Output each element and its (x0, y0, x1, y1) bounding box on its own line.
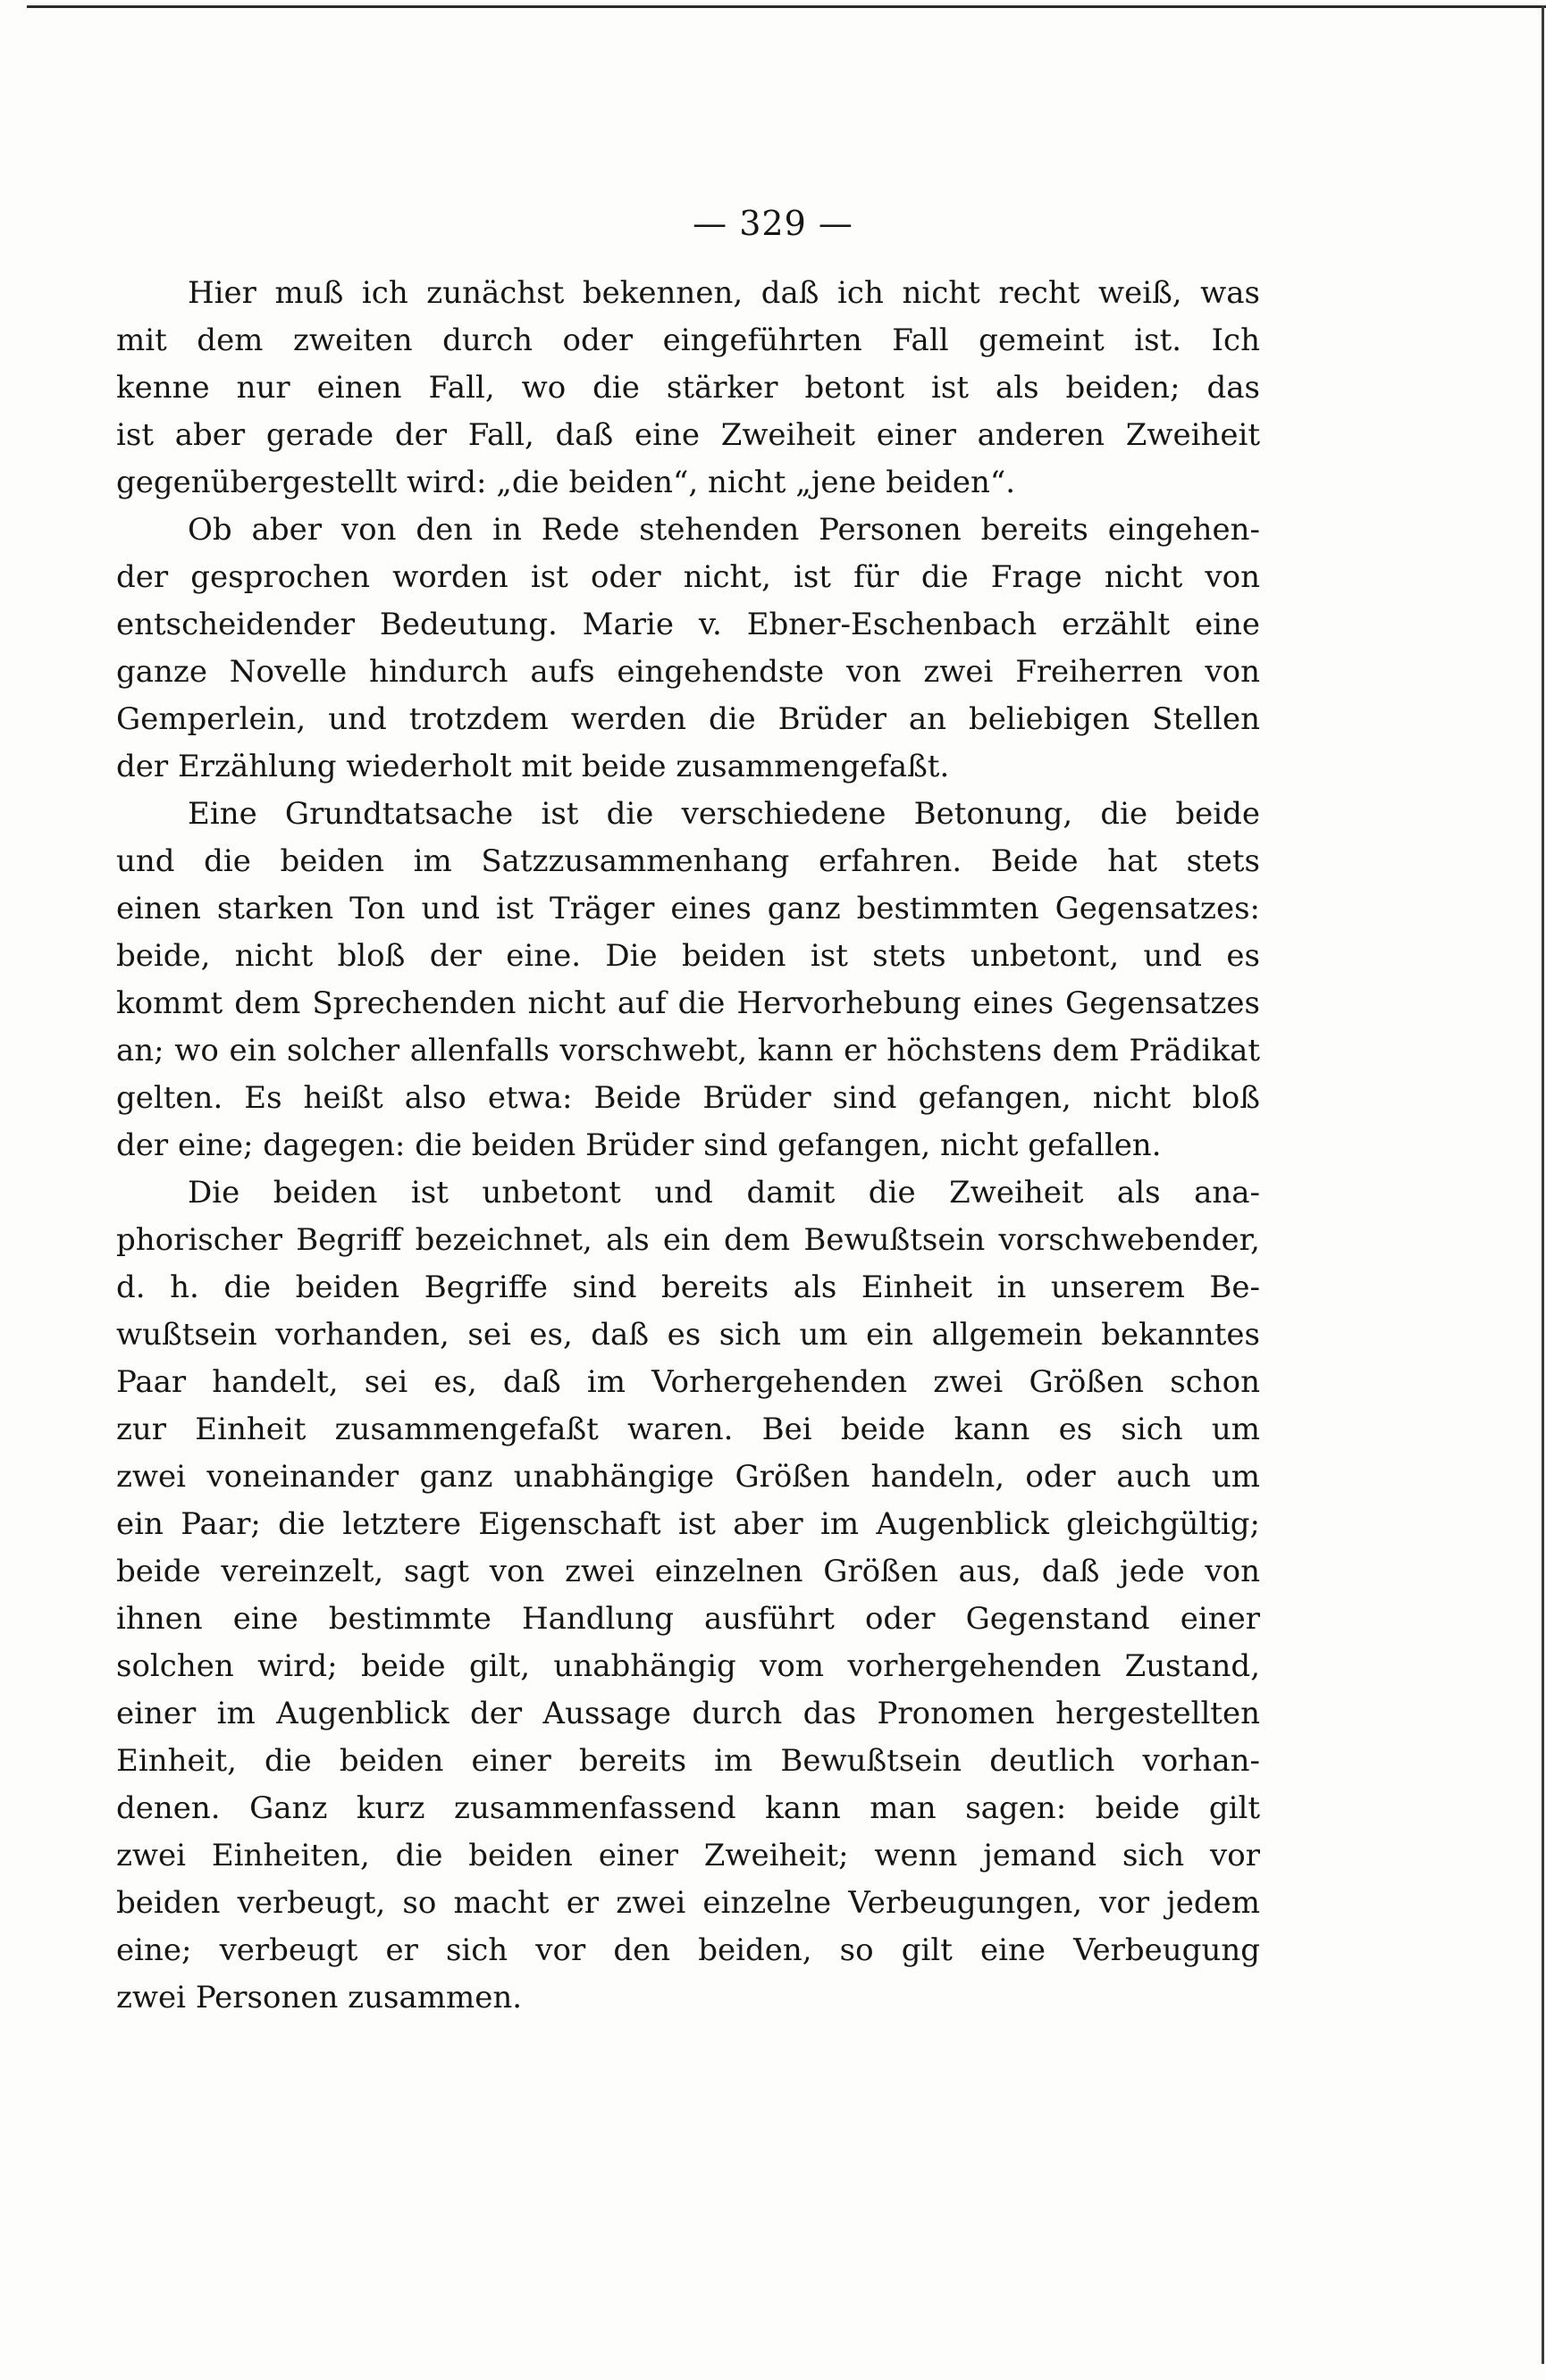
text-line: und die beiden im Satzzusammenhang erfahren. Beide hat stets (116, 843, 1260, 879)
text-line: wußtsein vorhanden, sei es, daß es sich um ein allgemein bekanntes (116, 1317, 1260, 1353)
text-line: denen. Ganz kurz zusammenfassend kann man sagen: beide gilt (116, 1790, 1260, 1826)
text-line: Eine Grundtatsache ist die verschiedene Betonung, die beide (188, 796, 1260, 832)
text-line: zur Einheit zusammengefaßt waren. Bei beide kann es sich um (116, 1412, 1260, 1447)
text-line: gelten. Es heißt also etwa: Beide Brüder sind gefangen, nicht bloß (116, 1080, 1260, 1116)
text-line: phorischer Begriff bezeichnet, als ein dem Bewußtsein vorschwebender, (116, 1222, 1260, 1258)
page-number: — 329 — (693, 204, 853, 243)
text-line: eine; verbeugt er sich vor den beiden, so gilt eine Verbeugung (116, 1932, 1260, 1968)
text-line: beide, nicht bloß der eine. Die beiden ist stets unbetont, und es (116, 938, 1260, 974)
page-right-edge (1542, 5, 1544, 2364)
body-text (116, 270, 1260, 2022)
text-line: Gemperlein, und trotzdem werden die Brüder an beliebigen Stellen (116, 701, 1260, 737)
text-line: entscheidender Bedeutung. Marie v. Ebner-Eschenbach erzählt eine (116, 607, 1260, 642)
text-line: zwei Einheiten, die beiden einer Zweiheit; wenn jemand sich vor (116, 1838, 1260, 1873)
text-line: solchen wird; beide gilt, unabhängig vom vorhergehenden Zustand, (116, 1648, 1260, 1684)
text-line: zwei voneinander ganz unabhängige Größen handeln, oder auch um (116, 1459, 1260, 1495)
text-line: einer im Augenblick der Aussage durch das Pronomen hergestellten (116, 1696, 1260, 1731)
text-line: ist aber gerade der Fall, daß eine Zweiheit einer anderen Zweiheit (116, 417, 1260, 453)
text-line: Hier muß ich zunächst bekennen, daß ich nicht recht weiß, was (188, 275, 1260, 311)
text-line: gegenübergestellt wird: „die beiden“, nicht „jene beiden“. (116, 465, 1016, 500)
text-line: der eine; dagegen: die beiden Brüder sind gefangen, nicht gefallen. (116, 1127, 1162, 1163)
text-line: Ob aber von den in Rede stehenden Personen bereits eingehen- (188, 512, 1260, 548)
text-line: ihnen eine bestimmte Handlung ausführt oder Gegenstand einer (116, 1601, 1260, 1637)
text-line: der Erzählung wiederholt mit beide zusammengefaßt. (116, 749, 950, 784)
text-line: kommt dem Sprechenden nicht auf die Hervorhebung eines Gegensatzes (116, 985, 1260, 1021)
text-line: mit dem zweiten durch oder eingeführten Fall gemeint ist. Ich (116, 323, 1260, 358)
text-line: der gesprochen worden ist oder nicht, ist für die Frage nicht von (116, 559, 1260, 595)
text-line: zwei Personen zusammen. (116, 1980, 523, 2015)
text-line: beide vereinzelt, sagt von zwei einzelnen Größen aus, daß jede von (116, 1554, 1260, 1589)
text-line: ein Paar; die letztere Eigenschaft ist aber im Augenblick gleichgültig; (116, 1506, 1260, 1542)
text-line: an; wo ein solcher allenfalls vorschwebt, kann er höchstens dem Prädikat (116, 1033, 1260, 1068)
text-line: d. h. die beiden Begriffe sind bereits als Einheit in unserem Be- (116, 1270, 1260, 1305)
text-line: beiden verbeugt, so macht er zwei einzelne Verbeugungen, vor jedem (116, 1885, 1260, 1921)
text-line: Die beiden ist unbetont und damit die Zweiheit als ana- (188, 1175, 1260, 1211)
text-line: ganze Novelle hindurch aufs eingehendste von zwei Freiherren von (116, 654, 1260, 690)
text-line: kenne nur einen Fall, wo die stärker betont ist als beiden; das (116, 370, 1260, 406)
text-line: Paar handelt, sei es, daß im Vorhergehenden zwei Größen schon (116, 1364, 1260, 1400)
text-line: einen starken Ton und ist Träger eines ganz bestimmten Gegensatzes: (116, 891, 1260, 926)
page-top-edge (27, 5, 1546, 8)
text-line: Einheit, die beiden einer bereits im Bewußtsein deutlich vorhan- (116, 1743, 1260, 1779)
